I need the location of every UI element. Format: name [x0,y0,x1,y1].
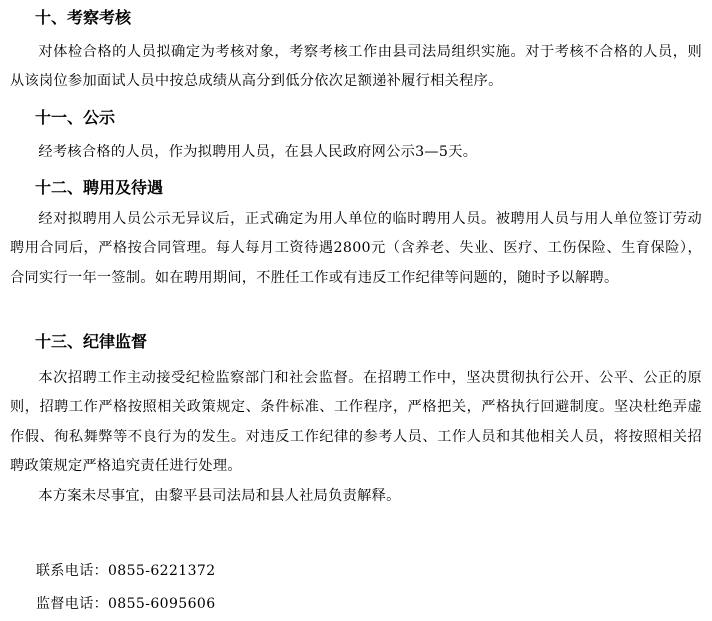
closing-paragraph: 本方案未尽事宜，由黎平县司法局和县人社局负责解释。 [38,488,401,504]
section-10-paragraph: 对体检合格的人员拟确定为考核对象，考察考核工作由县司法局组织实施。对于考核不合格的人员，则从该岗位参加面试人员中按总成绩从高分到低分依次足额递补履行相关程序。 [10,44,702,90]
section-13-paragraph: 本次招聘工作主动接受纪检监察部门和社会监督。在招聘工作中，坚决贯彻执行公开、公平、公正的原则，招聘工作严格按照相关政策规定、条件标准、工作程序，严格把关，严格执行回避制度。坚决杜绝弄虚作假、徇私舞弊等不良行为的发生。对违反工作纪律的参考人员、工作人员和其他相关人员，将按照相关招聘政策规定严格追究责任进行处理。 [10,370,702,475]
section-10-heading: 十、考察考核 [35,8,132,27]
section-11-paragraph: 经考核合格的人员，作为拟聘用人员，在县人民政府网公示3—5天。 [38,144,478,160]
section-13-heading: 十三、纪律监督 [35,332,148,351]
section-12-heading: 十二、聘用及待遇 [35,178,164,197]
contact-phone: 联系电话：0855-6221372 [36,563,216,579]
section-11-heading: 十一、公示 [35,108,116,127]
supervision-phone: 监督电话：0855-6095606 [36,596,216,612]
section-12-paragraph: 经对拟聘用人员公示无异议后，正式确定为用人单位的临时聘用人员。被聘用人员与用人单位签订劳动聘用合同后，严格按合同管理。每人每月工资待遇2800元（含养老、失业、医疗、工伤保险、生育保险），合同实行一年一签制。如在聘用期间，不胜任工作或有违反工作纪律等问题的，随时予以解聘。 [10,211,702,286]
